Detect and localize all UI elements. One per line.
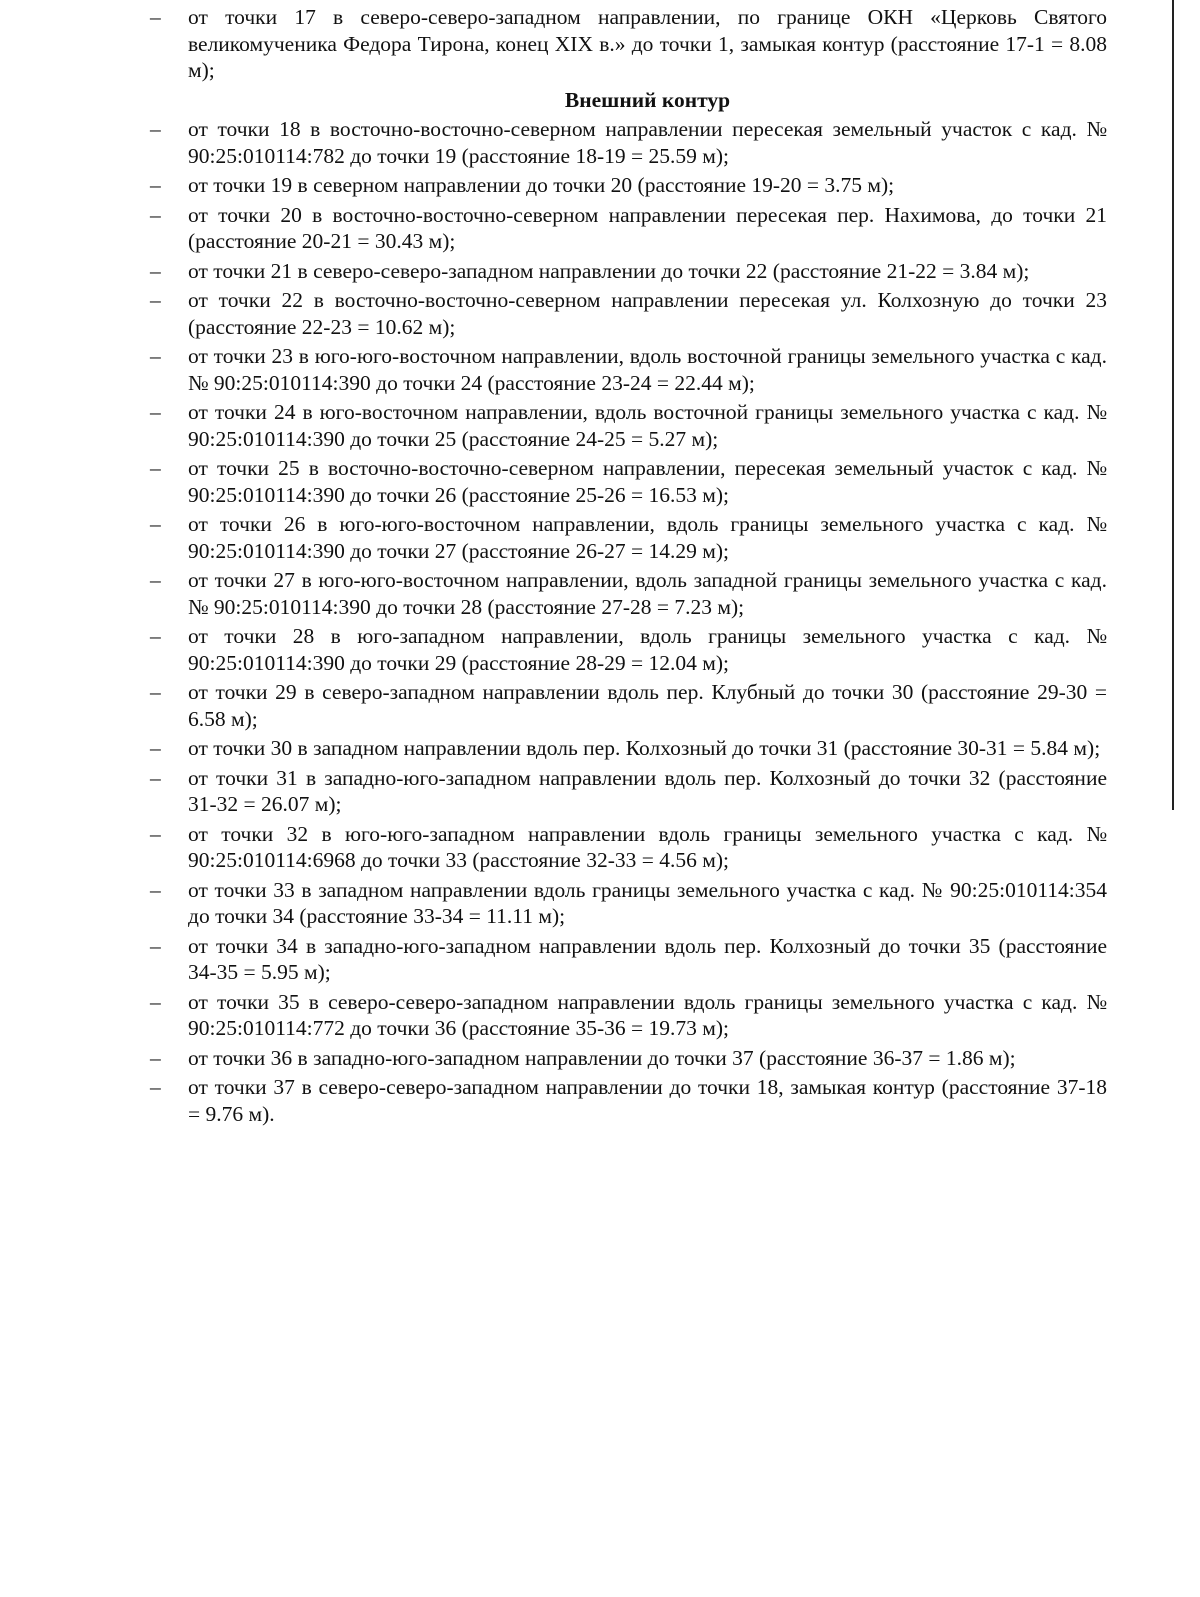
list-item-text: от точки 18 в восточно-восточно-северном направлении пересекая земельный участок с кад. № 90:25:010114:782 до точки 19 (расстояние 18-19 = 25.59 м);: [188, 117, 1107, 168]
dash-bullet: –: [150, 877, 161, 902]
list-item-text: от точки 20 в восточно-восточно-северном направлении пересекая пер. Нахимова, до точки 21 (расстояние 20-21 = 30.43 м);: [188, 202, 1107, 253]
list-item-text: от точки 19 в северном направлении до точки 20 (расстояние 19-20 = 3.75 м);: [188, 173, 895, 197]
list-item-text: от точки 28 в юго-западном направлении, вдоль границы земельного участка с кад. № 90:25:010114:390 до точки 29 (расстояние 28-29 = 12.04 м);: [188, 624, 1107, 675]
dash-bullet: –: [150, 173, 161, 197]
list-item: [150, 735, 1107, 762]
list-item-text: от точки 26 в юго-юго-восточном направлении, вдоль границы земельного участка с кад. № 90:25:010114:390 до точки 27 (расстояние 26-27 = 14.29 м);: [188, 512, 1107, 563]
dash-bullet: –: [150, 117, 161, 141]
dash-bullet: –: [150, 1075, 161, 1099]
list-item-text: от точки 23 в юго-юго-восточном направлении, вдоль восточной границы земельного участка с кад. № 90:25:010114:390 до точки 24 (расстояние 23-24 = 22.44 м);: [188, 344, 1107, 395]
dash-bullet: –: [150, 736, 161, 760]
dash-bullet: –: [150, 5, 161, 29]
list-item: [150, 623, 1107, 676]
list-item-text: от точки 22 в восточно-восточно-северном направлении пересекая ул. Колхозную до точки 23 (расстояние 22-23 = 10.62 м);: [188, 288, 1107, 339]
document-body: [150, 4, 1107, 1130]
list-item: [150, 933, 1107, 986]
list-item-text: от точки 25 в восточно-восточно-северном направлении, пересекая земельный участок с кад. № 90:25:010114:390 до точки 26 (расстояние 25-26 = 16.53 м);: [188, 456, 1107, 507]
list-item: [150, 989, 1107, 1042]
list-item: [150, 4, 1107, 84]
section-heading: Внешний контур: [564, 87, 731, 112]
dash-bullet: –: [150, 821, 161, 846]
dash-bullet: –: [150, 624, 161, 648]
dash-bullet: –: [150, 568, 161, 592]
intro-list: [150, 4, 1107, 84]
list-item: [150, 567, 1107, 620]
list-item: [150, 455, 1107, 508]
list-item-text: от точки 36 в западно-юго-западном направлении до точки 37 (расстояние 36-37 = 1.86 м);: [188, 1045, 1016, 1070]
dash-bullet: –: [150, 765, 161, 790]
list-item-text: от точки 35 в северо-северо-западном направлении вдоль границы земельного участка с кад. № 90:25:010114:772 до точки 36 (расстояние 35-36 = 19.73 м);: [188, 989, 1107, 1040]
list-item: [150, 1045, 1107, 1072]
list-item: [150, 172, 1107, 199]
dash-bullet: –: [150, 989, 161, 1014]
list-item-text: от точки 21 в северо-северо-западном направлении до точки 22 (расстояние 21-22 = 3.84 м);: [188, 258, 1030, 283]
list-item: [150, 679, 1107, 732]
list-item-text: от точки 34 в западно-юго-западном направлении вдоль пер. Колхозный до точки 35 (расстояние 34-35 = 5.95 м);: [188, 933, 1107, 984]
list-item: [150, 116, 1107, 169]
list-item: [150, 287, 1107, 340]
list-item-text: от точки 30 в западном направлении вдоль пер. Колхозный до точки 31 (расстояние 30-31 = 5.84 м);: [188, 736, 1101, 760]
list-item-text: от точки 31 в западно-юго-западном направлении вдоль пер. Колхозный до точки 32 (расстояние 31-32 = 26.07 м);: [188, 765, 1107, 816]
dash-bullet: –: [150, 202, 161, 227]
dash-bullet: –: [150, 1045, 161, 1070]
list-item: [150, 343, 1107, 396]
dash-bullet: –: [150, 680, 161, 704]
list-item-text: от точки 32 в юго-юго-западном направлении вдоль границы земельного участка с кад. № 90:25:010114:6968 до точки 33 (расстояние 32-33 = 4.56 м);: [188, 821, 1107, 872]
dash-bullet: –: [150, 258, 161, 283]
dash-bullet: –: [150, 344, 161, 368]
list-item-text: от точки 33 в западном направлении вдоль границы земельного участка с кад. № 90:25:010114:354 до точки 34 (расстояние 33-34 = 11.11 м);: [188, 877, 1107, 928]
list-item-text: от точки 27 в юго-юго-восточном направлении, вдоль западной границы земельного участка с кад. № 90:25:010114:390 до точки 28 (расстояние 27-28 = 7.23 м);: [188, 568, 1107, 619]
list-item-text: от точки 17 в северо-северо-западном направлении, по границе ОКН «Церковь Святого великомученика Федора Тирона, конец XIX в.» до точки 1, замыкая контур (расстояние 17-1 = 8.08 м);: [188, 5, 1107, 82]
list-item: [150, 202, 1107, 255]
list-item: [150, 877, 1107, 930]
outer-contour-list: [150, 116, 1107, 1127]
scan-edge-line: [1172, 0, 1174, 810]
list-item: [150, 511, 1107, 564]
list-item: [150, 821, 1107, 874]
dash-bullet: –: [150, 288, 161, 312]
list-item: [150, 258, 1107, 285]
list-item-text: от точки 29 в северо-западном направлении вдоль пер. Клубный до точки 30 (расстояние 29-30 = 6.58 м);: [188, 680, 1107, 731]
dash-bullet: –: [150, 456, 161, 480]
dash-bullet: –: [150, 512, 161, 536]
list-item-text: от точки 37 в северо-северо-западном направлении до точки 18, замыкая контур (расстояние 37-18 = 9.76 м).: [188, 1075, 1107, 1126]
dash-bullet: –: [150, 933, 161, 958]
list-item: [150, 399, 1107, 452]
list-item-text: от точки 24 в юго-восточном направлении, вдоль восточной границы земельного участка с кад. № 90:25:010114:390 до точки 25 (расстояние 24-25 = 5.27 м);: [188, 400, 1107, 451]
dash-bullet: –: [150, 400, 161, 424]
list-item: [150, 1074, 1107, 1127]
list-item: [150, 765, 1107, 818]
